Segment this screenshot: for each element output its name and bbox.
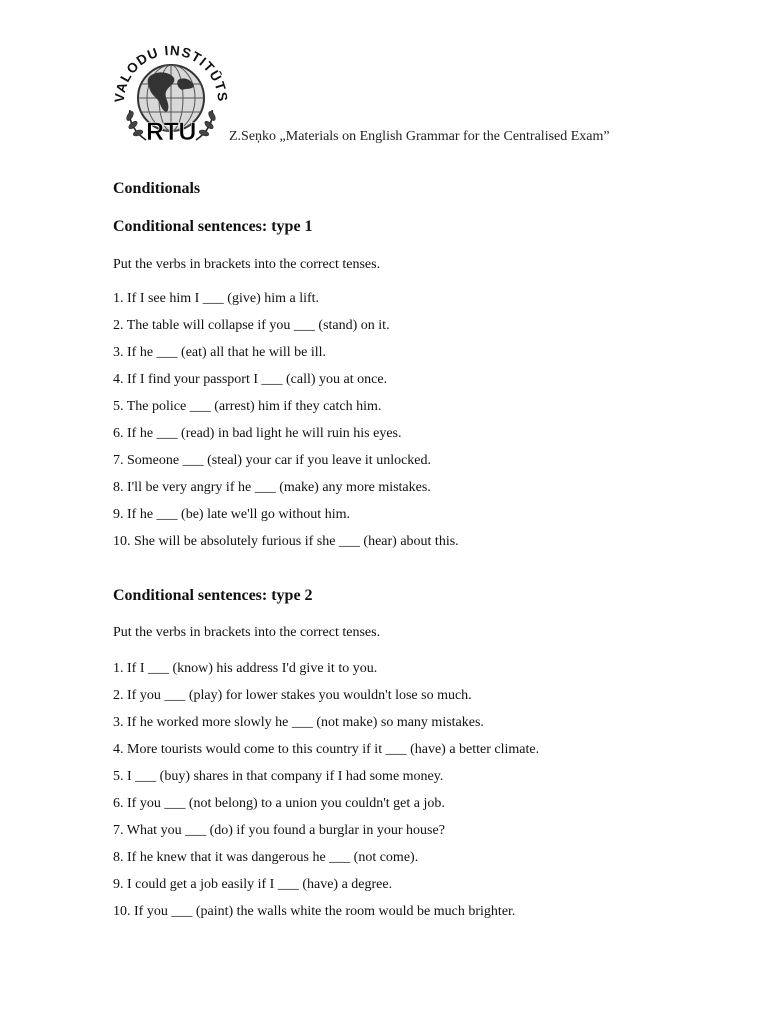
- institute-logo: [112, 40, 230, 150]
- list-item: 7. What you ___ (do) if you found a burglar in your house?: [113, 823, 445, 838]
- list-item: 7. Someone ___ (steal) your car if you leave it unlocked.: [113, 453, 432, 468]
- section-instruction-type-2: Put the verbs in brackets into the correct tenses.: [113, 625, 381, 640]
- list-item: 1. If I see him I ___ (give) him a lift.: [113, 291, 320, 306]
- list-item: 10. She will be absolutely furious if she ___ (hear) about this.: [113, 534, 459, 549]
- section-heading-type-1: Conditional sentences: type 1: [113, 218, 313, 235]
- list-item: 9. I could get a job easily if I ___ (have) a degree.: [113, 877, 393, 892]
- page-header: [112, 40, 712, 152]
- list-item: 9. If he ___ (be) late we'll go without him.: [113, 507, 350, 522]
- list-item: 10. If you ___ (paint) the walls white the room would be much brighter.: [113, 904, 516, 919]
- section-instruction-type-1: Put the verbs in brackets into the correct tenses.: [113, 257, 381, 272]
- list-item: 6. If he ___ (read) in bad light he will ruin his eyes.: [113, 426, 402, 441]
- list-item: 3. If he worked more slowly he ___ (not make) so many mistakes.: [113, 715, 484, 730]
- header-caption: Z.Seņko „Materials on English Grammar for the Centralised Exam”: [229, 129, 610, 144]
- list-item: 5. I ___ (buy) shares in that company if I had some money.: [113, 769, 444, 784]
- list-item: 1. If I ___ (know) his address I'd give it to you.: [113, 661, 378, 676]
- list-item: 6. If you ___ (not belong) to a union you couldn't get a job.: [113, 796, 445, 811]
- list-item: 4. If I find your passport I ___ (call) you at once.: [113, 372, 388, 387]
- list-item: 2. If you ___ (play) for lower stakes you wouldn't lose so much.: [113, 688, 472, 703]
- exercise-list-type-1: [113, 291, 459, 561]
- list-item: 8. I'll be very angry if he ___ (make) any more mistakes.: [113, 480, 431, 495]
- document-title: Conditionals: [113, 180, 201, 197]
- list-item: 4. More tourists would come to this country if it ___ (have) a better climate.: [113, 742, 540, 757]
- section-heading-type-2: Conditional sentences: type 2: [113, 587, 313, 604]
- list-item: 8. If he knew that it was dangerous he ___ (not come).: [113, 850, 419, 865]
- exercise-list-type-2: [113, 661, 539, 931]
- logo-arc-text: VALODU INSTITŪTS: [112, 42, 230, 104]
- list-item: 5. The police ___ (arrest) him if they catch him.: [113, 399, 382, 414]
- list-item: 2. The table will collapse if you ___ (stand) on it.: [113, 318, 390, 333]
- list-item: 3. If he ___ (eat) all that he will be ill.: [113, 345, 327, 360]
- logo-monogram: RTU: [146, 118, 196, 146]
